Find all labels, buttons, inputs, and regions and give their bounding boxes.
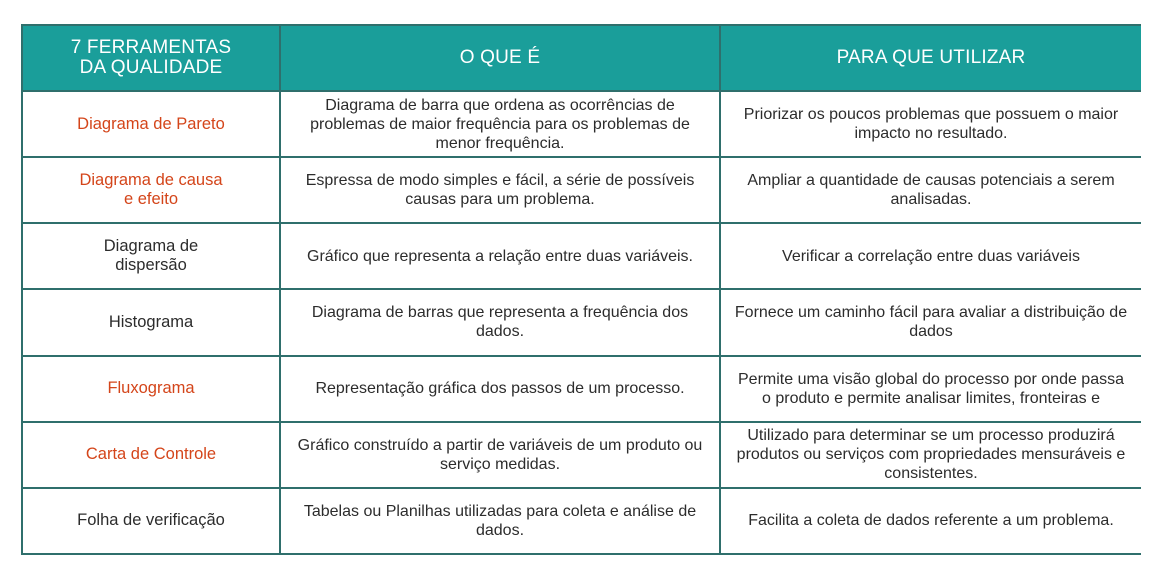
tool-description: Diagrama de barras que representa a frequência dos dados. — [281, 290, 719, 354]
header-tools — [23, 26, 279, 90]
tool-name-text: Diagrama de causa e efeito — [79, 171, 223, 209]
tool-name-text: Diagrama de dispersão — [103, 237, 199, 275]
tool-purpose: Utilizado para determinar se um processo produzirá produtos ou serviços com propriedades mensuráveis e consistentes. — [721, 423, 1141, 487]
table-row — [23, 158, 1141, 222]
header-row — [23, 26, 1141, 90]
table — [21, 24, 1143, 555]
header-why: PARA QUE UTILIZAR — [721, 26, 1141, 90]
tool-name: Diagrama de Pareto — [23, 92, 279, 156]
tool-description: Diagrama de barra que ordena as ocorrências de problemas de maior frequência para os problemas de menor frequência. — [281, 92, 719, 156]
tool-name — [23, 224, 279, 288]
tool-name: Histograma — [23, 290, 279, 354]
header-tools-line2: DA QUALIDADE — [79, 57, 223, 78]
table-row — [23, 423, 1141, 487]
tool-name: Fluxograma — [23, 357, 279, 421]
table-row — [23, 290, 1141, 354]
tool-name: Folha de verificação — [23, 489, 279, 553]
table-row — [23, 92, 1141, 156]
tool-description: Gráfico que representa a relação entre duas variáveis. — [281, 224, 719, 288]
table-row — [23, 357, 1141, 421]
tool-purpose: Fornece um caminho fácil para avaliar a distribuição de dados — [721, 290, 1141, 354]
tool-name — [23, 158, 279, 222]
tool-purpose: Facilita a coleta de dados referente a um problema. — [721, 489, 1141, 553]
tool-purpose: Permite uma visão global do processo por onde passa o produto e permite analisar limites, fronteiras e — [721, 357, 1141, 421]
tool-purpose: Verificar a correlação entre duas variáveis — [721, 224, 1141, 288]
tool-purpose: Ampliar a quantidade de causas potenciais a serem analisadas. — [721, 158, 1141, 222]
tool-purpose: Priorizar os poucos problemas que possuem o maior impacto no resultado. — [721, 92, 1141, 156]
tool-description: Espressa de modo simples e fácil, a série de possíveis causas para um problema. — [281, 158, 719, 222]
table-row — [23, 489, 1141, 553]
quality-tools-table — [21, 24, 1141, 555]
tool-description: Tabelas ou Planilhas utilizadas para coleta e análise de dados. — [281, 489, 719, 553]
header-tools-line1: 7 FERRAMENTAS — [70, 37, 232, 58]
tool-description: Representação gráfica dos passos de um processo. — [281, 357, 719, 421]
tool-name: Carta de Controle — [23, 423, 279, 487]
tool-description: Gráfico construído a partir de variáveis de um produto ou serviço medidas. — [281, 423, 719, 487]
table-row — [23, 224, 1141, 288]
header-what: O QUE É — [281, 26, 719, 90]
